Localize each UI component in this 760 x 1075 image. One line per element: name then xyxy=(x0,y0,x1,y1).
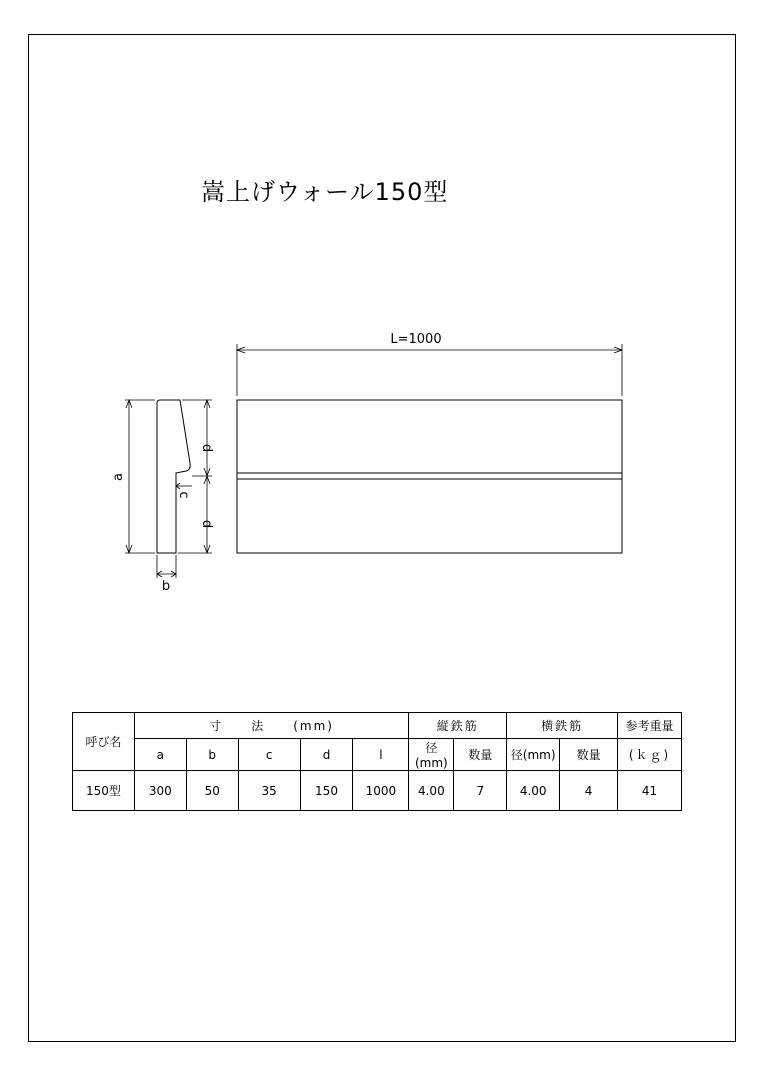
cell-h-diameter: 4.00 xyxy=(507,771,560,811)
col-a-header: a xyxy=(134,739,186,771)
model-header: 呼び名 xyxy=(73,713,135,771)
length-label: L=1000 xyxy=(390,332,442,347)
cell-b: 50 xyxy=(186,771,238,811)
dim-b-label: b xyxy=(161,579,171,594)
front-view xyxy=(237,400,622,553)
cell-a: 300 xyxy=(134,771,186,811)
col-b-header: b xyxy=(186,739,238,771)
dim-d xyxy=(178,400,212,553)
dim-d-lower-label: d xyxy=(199,519,214,529)
cell-l: 1000 xyxy=(353,771,409,811)
cell-weight: 41 xyxy=(618,771,682,811)
length-dimension xyxy=(237,344,622,396)
weight-unit-header: (ｋｇ) xyxy=(618,739,682,771)
weight-header: 参考重量 xyxy=(618,713,682,739)
spec-table xyxy=(72,712,682,811)
cell-v-count: 7 xyxy=(454,771,507,811)
section-profile xyxy=(157,400,190,553)
front-view-outline xyxy=(237,400,622,553)
dim-c-label: c xyxy=(176,491,191,499)
v-diameter-header: 径(mm) xyxy=(409,739,454,771)
cell-h-count: 4 xyxy=(560,771,618,811)
col-d-header: d xyxy=(300,739,353,771)
drawing-title: 嵩上げウォール150型 xyxy=(201,178,449,206)
col-c-header: c xyxy=(238,739,300,771)
dim-a-label: a xyxy=(111,473,126,481)
table-row xyxy=(73,771,682,811)
vertical-rebar-header: 縦鉄筋 xyxy=(409,713,507,739)
col-l-header: l xyxy=(353,739,409,771)
cell-d: 150 xyxy=(300,771,353,811)
cell-c: 35 xyxy=(238,771,300,811)
dim-b xyxy=(157,555,176,578)
cell-model: 150型 xyxy=(73,771,135,811)
dim-a xyxy=(125,400,155,553)
cross-section xyxy=(157,400,190,553)
h-diameter-header: 径(mm) xyxy=(507,739,560,771)
h-count-header: 数量 xyxy=(560,739,618,771)
cell-v-diameter: 4.00 xyxy=(409,771,454,811)
horizontal-rebar-header: 横鉄筋 xyxy=(507,713,618,739)
dim-d-upper-label: d xyxy=(199,443,214,453)
table-header-row-1 xyxy=(73,713,682,739)
v-count-header: 数量 xyxy=(454,739,507,771)
dimensions-header: 寸 法 (mm) xyxy=(134,713,408,739)
table-header-row-2 xyxy=(73,739,682,771)
